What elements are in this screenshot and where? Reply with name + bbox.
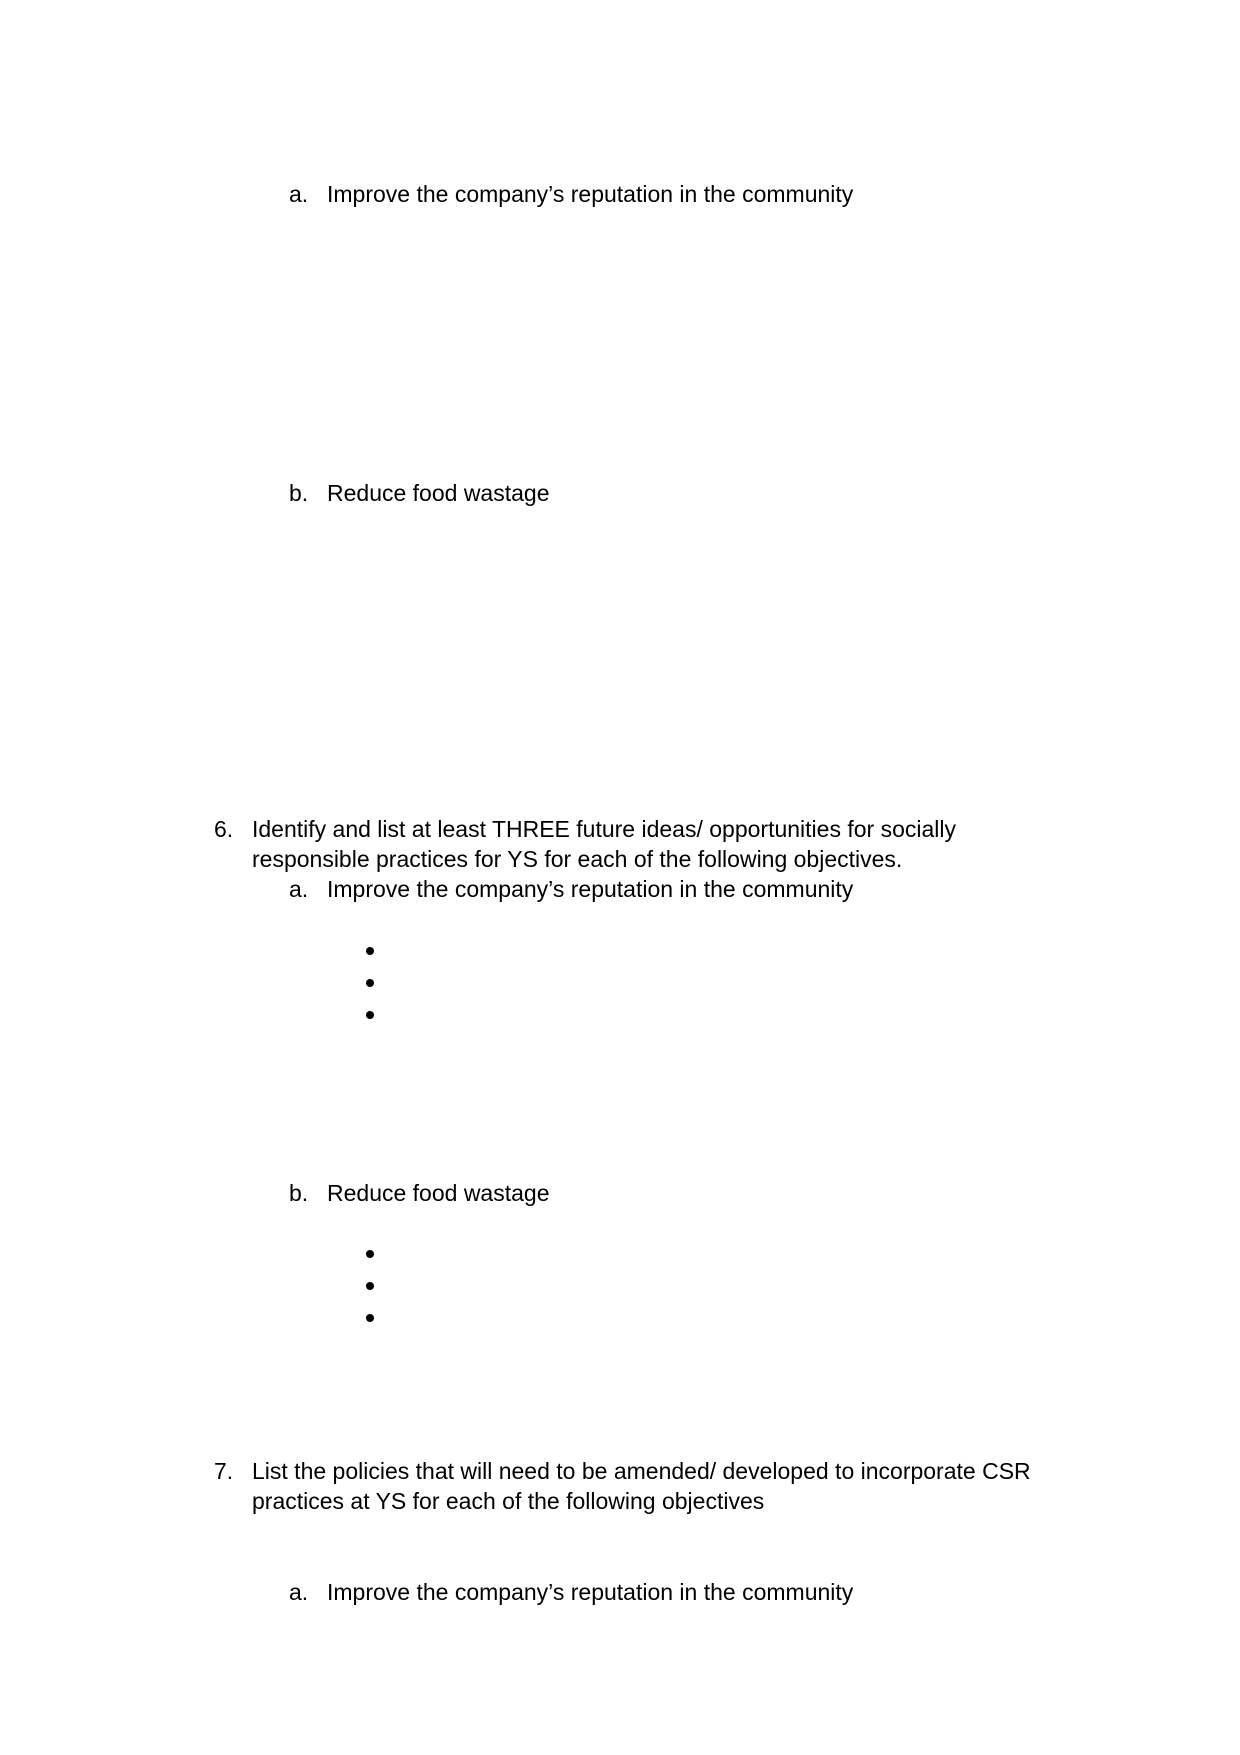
item-marker: a. — [289, 181, 309, 207]
question-6-text-line-2: responsible practices for YS for each of the following objectives. — [252, 846, 903, 872]
question-6-text-line-1: Identify and list at least THREE future ideas/ opportunities for socially — [252, 816, 956, 842]
question-7-text-line-2: practices at YS for each of the following objectives — [252, 1488, 765, 1514]
bullet-point — [366, 947, 374, 955]
bullet-point — [366, 1250, 374, 1258]
item-marker: b. — [289, 1180, 309, 1206]
bullet-point — [366, 1011, 374, 1019]
item-marker: a. — [289, 1579, 309, 1605]
question-7-text-line-1: List the policies that will need to be amended/ developed to incorporate CSR — [252, 1458, 1031, 1484]
bullet-point — [366, 1314, 374, 1322]
objective-food-wastage-label: Reduce food wastage — [327, 480, 550, 506]
objective-reputation-label: Improve the company’s reputation in the community — [327, 181, 854, 207]
item-marker: b. — [289, 480, 309, 506]
objective-food-wastage-label: Reduce food wastage — [327, 1180, 550, 1206]
question-number: 6. — [214, 816, 234, 842]
objective-reputation-label: Improve the company’s reputation in the community — [327, 876, 854, 902]
question-number: 7. — [214, 1458, 234, 1484]
item-marker: a. — [289, 876, 309, 902]
bullet-point — [366, 1282, 374, 1290]
objective-reputation-label: Improve the company’s reputation in the community — [327, 1579, 854, 1605]
bullet-point — [366, 979, 374, 987]
